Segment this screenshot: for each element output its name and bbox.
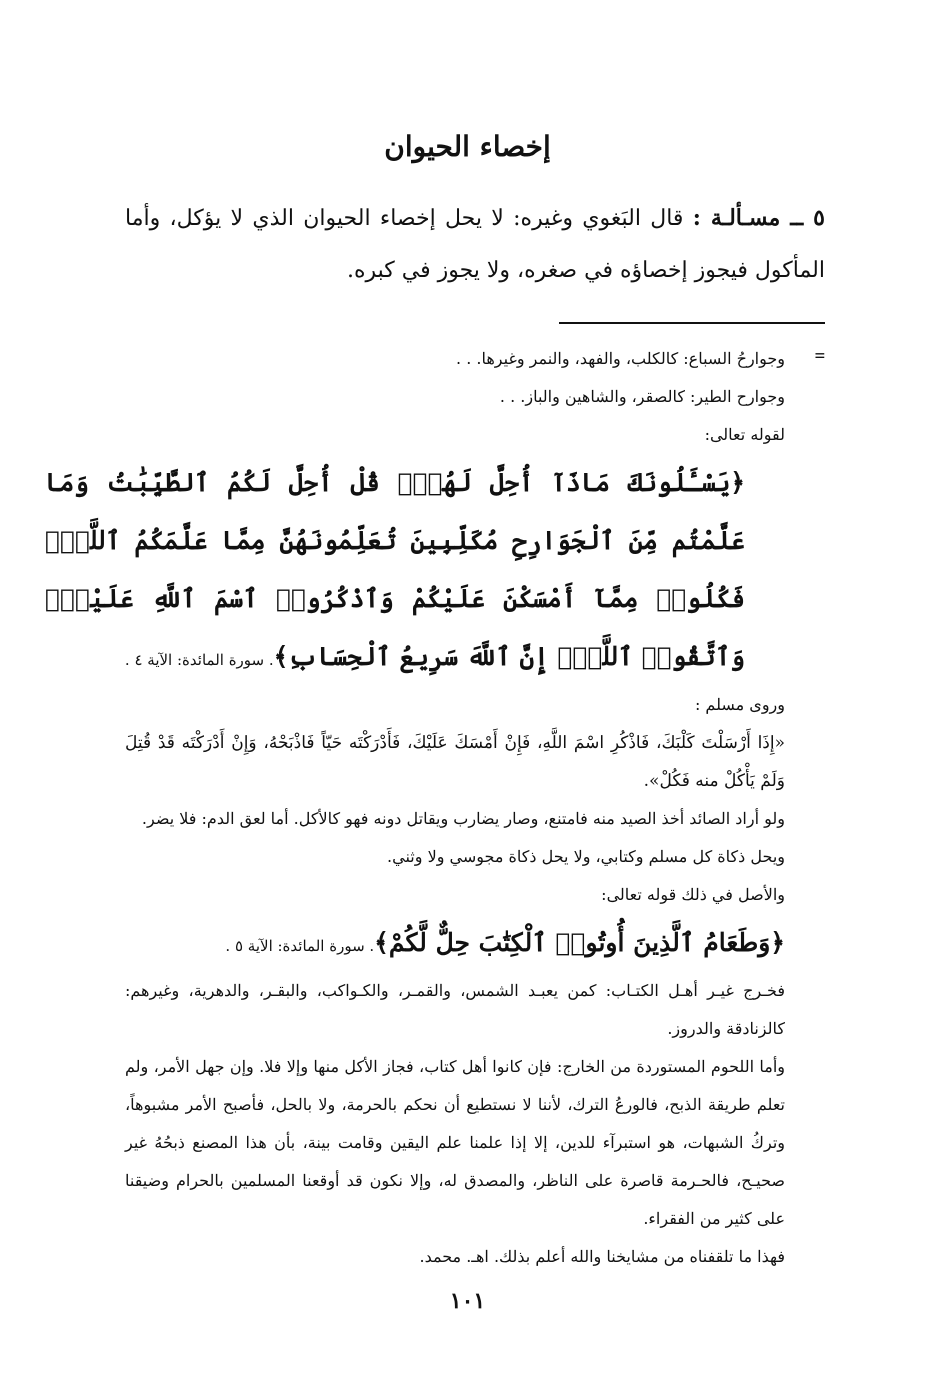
footnote-continuation-mark: = (814, 346, 825, 366)
note-line: ويحل ذكاة كل مسلم وكتابي، ولا يحل ذكاة مجوسي ولا وثني. (387, 847, 785, 866)
quran-verse-text: ﴿يَسْـَٔلُونَكَ مَاذَآ أُحِلَّ لَهُمْۖ قُلْ أُحِلَّ لَكُمُ ٱلطَّيِّبَٰتُ وَمَا عَلَّمْتُم مِّنَ ٱلْجَوَارِحِ مُكَلِّبِينَ تُعَلِّمُونَهُنَّ مِمَّا عَلَّمَكُمُ ٱللَّهُۖ فَكُلُوا۟ مِمَّآ أَمْسَكْنَ عَلَيْكُمْ وَٱذْكُرُوا۟ ٱسْمَ ٱللَّهِ عَلَيْهِۖ وَٱتَّقُوا۟ ٱللَّهَۚ إِنَّ ٱللَّهَ سَرِيعُ ٱلْحِسَابِ﴾ (45, 468, 745, 671)
verse-reference: . سورة المائدة: الآية ٥ . (225, 937, 375, 955)
note-line: وجوارح الطير: كالصقر، والشاهين والباز. . . (499, 387, 785, 406)
note-line: لقوله تعالى: (704, 425, 785, 444)
footnotes (45, 340, 786, 1276)
note-line: والأصل في ذلك قوله تعالى: (601, 885, 785, 904)
note-line: فهذا ما تلقفناه من مشايخنا والله أعلم بذلك. اهـ. محمد. (419, 1247, 785, 1266)
note-line: وأما اللحوم المستوردة من الخارج: فإن كانوا أهل كتاب، فجاز الأكل منها وإلا فلا. وإن جهل الأمر، ولم تعلم طريقة الذبح، فالورعُ الترك، لأننا لا نستطيع أن نحكم بالحرمة، ولا بالحل، فأصبح الأمر مشبوهاً، وتركُ الشبهات، هو استبرآء للدين، إلا إذا علمنا علم اليقين وقامت بينة، بأن هذا المصنع ذبحُهُ غير صحيـح، فالحـرمة قاصرة على الناظر، والمصدق له، وإلا نكون قد أوقعنا المسلمين بالحرام وضيقنا على كثير من الفقراء. (125, 1057, 785, 1228)
issue-heading: ٥ ــ مسـألـة : (692, 205, 825, 231)
verse-reference: . سورة المائدة: الآية ٤ . (124, 651, 274, 669)
quran-verse-text: ﴿وَطَعَامُ ٱلَّذِينَ أُوتُوا۟ ٱلْكِتَٰبَ حِلٌّ لَّكُمْ﴾ (374, 928, 785, 957)
quran-verse (45, 454, 745, 686)
footnote-divider (559, 322, 825, 324)
note-line: فخـرج غيـر أهـل الكتـاب: كمن يعبـد الشمس، والقمـر، والكـواكب، والبقـر، والدهرية، وغيرهم: كالزنادقة والدروز. (125, 981, 786, 1038)
note-line: وروى مسلم : (694, 695, 785, 714)
page-title: إخصاء الحيوان (384, 130, 551, 163)
main-paragraph (125, 192, 825, 297)
note-line: ولو أراد الصائد أخذ الصيد منه فامتنع، وصار يضارب ويقاتل دونه فهو كالأكل. أما لعق الدم: فلا يضر. (141, 809, 785, 828)
quran-verse (125, 914, 785, 972)
quran-verse-block (45, 454, 745, 686)
note-line: وجوارحُ السباع: كالكلب، والفهد، والنمر وغيرها. . . (456, 349, 785, 368)
page-number: ١٠١ (449, 1288, 486, 1314)
issue-text: قال البَغوي وغيره: لا يحل إخصاء الحيوان الذي لا يؤكل، وأما المأكول فيجوز إخصاؤه في صغره، ولا يجوز في كبره. (125, 206, 825, 283)
hadith-text: «إِذَا أَرْسَلْتَ كَلْبَكَ، فَاذْكُرِ اسْمَ اللَّهِ، فَإِنْ أَمْسَكَ عَلَيْكَ، فَأَدْرَكْتَه حَيّاً فَاذْبَحْهُ، وَإِنْ أَدْرَكْتَه قَدْ قُتِلَ وَلَمْ يَأْكُلْ منه فَكُلْ». (125, 733, 785, 791)
